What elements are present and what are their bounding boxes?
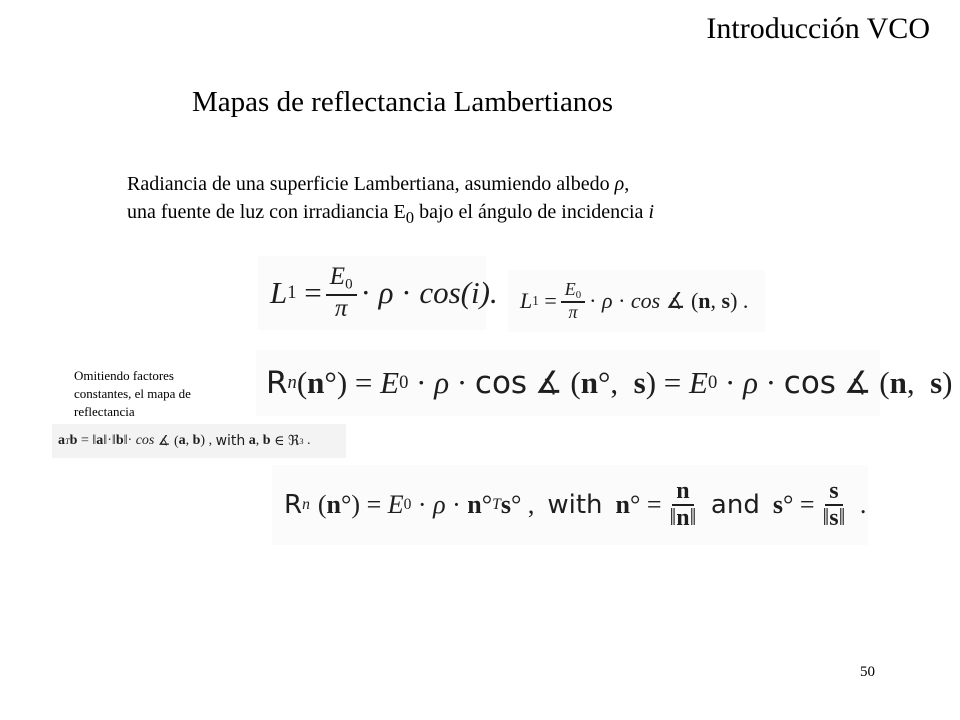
fraction-n-normalized: $\frac{n}{‖n‖}$	[669, 477, 697, 531]
equation-reflectance-map-angle: R n ( n °) = E 0 · ρ · cos ∡ ( n °, s ) = E 0 · ρ · cos ∡ ( n , s )	[256, 350, 880, 416]
fraction-s-normalized: $\frac{s}{‖s‖}$	[822, 477, 846, 531]
equation-inner-product: a T b = ‖ a ‖·‖ b ‖· cos ∡ ( a , b ) , with a , b ∈ ℜ 3 .	[52, 424, 346, 458]
intro-text	[127, 170, 654, 232]
albedo-symbol: ρ	[614, 173, 625, 195]
incidence-angle-symbol: i	[648, 201, 654, 223]
header-title: Introducción VCO	[706, 12, 930, 45]
equation-reflectance-map-dot: R n ( n °) = E 0 · ρ · n ° T s ° , with n ° = $\frac{n}{‖n‖}$ and s ° = $\frac{s}{‖s‖}$ .	[272, 465, 868, 545]
equation-radiance-cos-i: L 1 = $\frac{E_0}{\pi}$ · ρ · cos(i).	[258, 256, 486, 330]
equation-radiance-angle-ns: L 1 = $\frac{E_0}{\pi}$ · ρ · cos ∡ ( n , s ) .	[508, 270, 765, 332]
intro-line-1: Radiancia de una superficie Lambertiana, asumiendo albedo ρ,	[127, 173, 630, 195]
reflectance-map-note: Omitiendo factores constantes, el mapa de reflectancia	[74, 368, 191, 419]
intro-line-2: una fuente de luz con irradiancia $E_0$ bajo el ángulo de incidencia i	[127, 201, 654, 227]
fraction-e0-over-pi-small: $\frac{E_0}{\pi}$	[561, 280, 585, 322]
slide-title: Mapas de reflectancia Lambertianos	[192, 86, 614, 118]
page-number: 50	[860, 664, 875, 680]
fraction-e0-over-pi: $\frac{E_0}{\pi}$	[326, 264, 357, 322]
